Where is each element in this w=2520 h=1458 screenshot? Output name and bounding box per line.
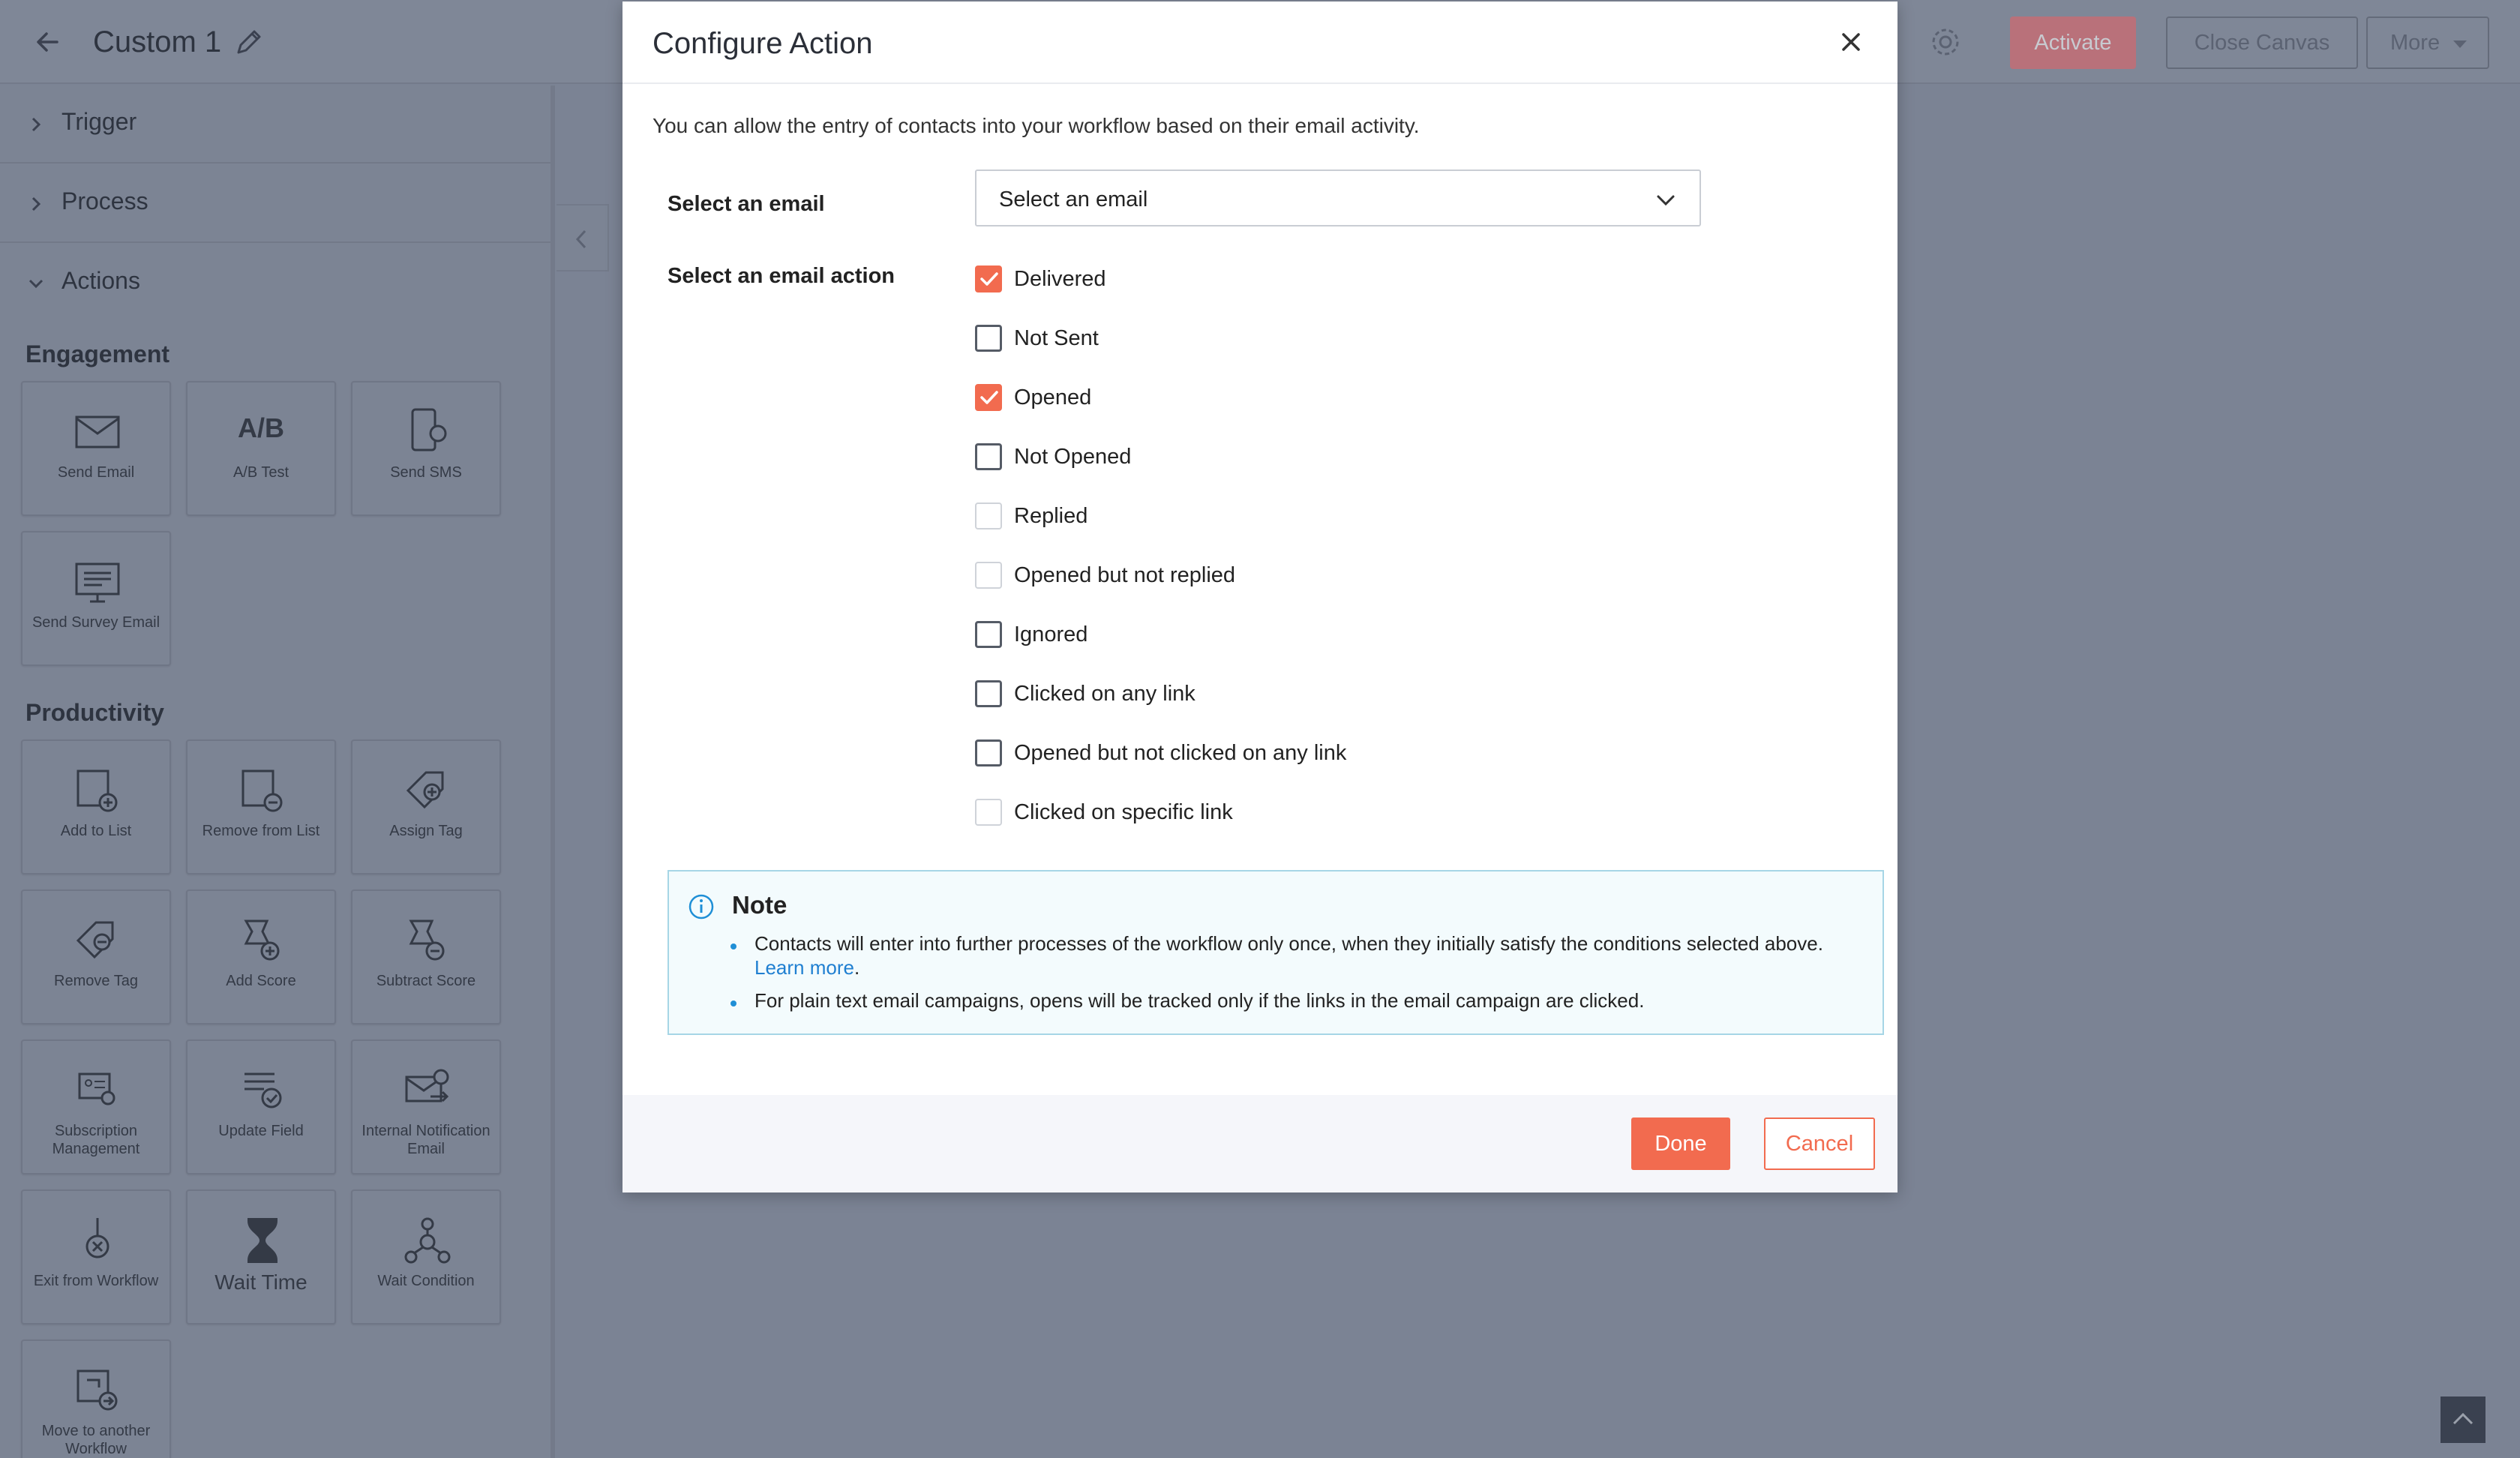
scroll-to-top-button[interactable]	[2440, 1396, 2486, 1443]
info-icon	[687, 892, 716, 921]
add-list-icon	[70, 764, 124, 818]
tile-remove-from-list[interactable]	[186, 740, 336, 874]
tile-subtract-score[interactable]	[351, 890, 501, 1024]
chevron-left-icon	[573, 228, 591, 250]
tile-label: Update Field	[218, 1123, 304, 1139]
update-field-icon	[236, 1064, 290, 1118]
checkbox-checked[interactable]	[975, 384, 1002, 411]
close-icon[interactable]	[1838, 28, 1864, 56]
sidebar-collapse-handle[interactable]	[556, 204, 609, 272]
done-button[interactable]: Done	[1631, 1118, 1730, 1170]
tile-label: Remove from List	[202, 823, 320, 839]
mobile-chat-icon	[400, 405, 454, 459]
actions-sidebar	[0, 86, 555, 1458]
tile-internal-notification-email[interactable]	[351, 1040, 501, 1174]
sidebar-section-trigger[interactable]	[0, 86, 550, 164]
tile-label: Assign Tag	[389, 823, 463, 839]
tile-label: A/B Test	[232, 464, 290, 481]
select-email-value: Select an email	[999, 188, 1148, 212]
move-workflow-icon	[70, 1364, 124, 1418]
tile-label: Subtract Score	[376, 973, 476, 989]
exit-workflow-icon	[70, 1214, 124, 1268]
tile-send-sms[interactable]	[351, 381, 501, 516]
dialog-title: Configure Action	[652, 27, 873, 60]
envelope-icon	[70, 405, 124, 459]
add-tag-icon	[400, 764, 454, 818]
email-action-option-label: Opened	[1014, 386, 1092, 410]
ab-test-icon: A/B	[238, 412, 284, 443]
wait-condition-icon	[400, 1214, 454, 1268]
email-action-option-label: Opened but not replied	[1014, 563, 1236, 587]
note-line-1-text: Contacts will enter into further processes of the workflow only once, when they initially satisfy the conditions selected above.	[754, 932, 1823, 955]
email-action-option-label: Clicked on any link	[1014, 682, 1196, 706]
checkbox[interactable]	[975, 325, 1002, 352]
tile-add-to-list[interactable]	[21, 740, 171, 874]
tile-wait-time[interactable]	[186, 1190, 336, 1324]
tile-subscription-management[interactable]	[21, 1040, 171, 1174]
bullet	[730, 1000, 736, 1006]
tile-label: Wait Condition	[377, 1273, 475, 1289]
chevron-right-icon	[26, 114, 46, 135]
section-label: Trigger	[62, 108, 137, 135]
tile-update-field[interactable]	[186, 1040, 336, 1174]
dialog-intro-text: You can allow the entry of contacts into your workflow based on their email activity.	[652, 114, 1420, 137]
tile-move-to-another-workflow[interactable]	[21, 1340, 171, 1458]
gear-icon[interactable]	[1928, 24, 1964, 60]
email-action-option-label: Not Opened	[1014, 445, 1132, 469]
survey-icon	[70, 555, 124, 609]
email-action-option-label: Replied	[1014, 504, 1088, 528]
chevron-down-icon	[26, 273, 46, 294]
back-arrow-icon[interactable]	[30, 24, 66, 60]
select-email-dropdown[interactable]	[975, 170, 1701, 226]
tile-label: Subscription Management	[52, 1123, 140, 1157]
tile-ab-test[interactable]	[186, 381, 336, 516]
email-action-option-label: Delivered	[1014, 267, 1106, 291]
email-action-option-label: Ignored	[1014, 622, 1088, 646]
checkbox[interactable]	[975, 562, 1002, 589]
checkmark-icon	[980, 271, 999, 287]
email-action-option-label: Not Sent	[1014, 326, 1099, 350]
note-box	[668, 870, 1884, 1035]
productivity-heading: Productivity	[26, 699, 164, 726]
tile-exit-from-workflow[interactable]	[21, 1190, 171, 1324]
checkmark-icon	[980, 389, 999, 406]
subtract-score-icon	[400, 914, 454, 968]
tile-label: Remove Tag	[54, 973, 138, 989]
checkbox[interactable]	[975, 443, 1002, 470]
checkbox[interactable]	[975, 502, 1002, 530]
section-label: Process	[62, 188, 148, 214]
cancel-button[interactable]: Cancel	[1764, 1118, 1875, 1170]
configure-action-dialog	[622, 2, 1898, 1192]
tile-label: Exit from Workflow	[33, 1273, 159, 1289]
dialog-header	[622, 2, 1898, 84]
checkbox[interactable]	[975, 621, 1002, 648]
tile-label: Move to another Workflow	[41, 1423, 151, 1457]
tile-label: Wait Time	[214, 1270, 308, 1294]
checkbox[interactable]	[975, 799, 1002, 826]
select-email-label: Select an email	[668, 192, 825, 216]
email-action-option-label: Clicked on specific link	[1014, 800, 1233, 824]
tile-wait-condition[interactable]	[351, 1190, 501, 1324]
activate-button[interactable]: Activate	[2010, 16, 2136, 69]
remove-tag-icon	[70, 914, 124, 968]
chevron-right-icon	[26, 194, 46, 214]
notification-email-icon	[400, 1064, 454, 1118]
learn-more-link[interactable]: Learn more	[754, 956, 854, 979]
remove-list-icon	[236, 764, 290, 818]
dialog-footer	[622, 1095, 1898, 1192]
checkbox[interactable]	[975, 680, 1002, 707]
note-line-2: For plain text email campaigns, opens will be tracked only if the links in the email campaign are clicked.	[754, 989, 1645, 1012]
tile-assign-tag[interactable]	[351, 740, 501, 874]
more-button-label: More	[2390, 30, 2440, 55]
workflow-title: Custom 1	[93, 26, 222, 58]
tile-send-email[interactable]	[21, 381, 171, 516]
email-action-option-label: Opened but not clicked on any link	[1014, 741, 1347, 765]
note-title: Note	[732, 891, 788, 919]
tile-send-survey-email[interactable]	[21, 531, 171, 666]
sidebar-section-actions[interactable]	[0, 244, 550, 322]
caret-down-icon	[2453, 40, 2467, 48]
note-line-1: Contacts will enter into further processes of the workflow only once, when they initially satisfy the conditions selected above. Learn more.	[754, 932, 1823, 979]
section-label: Actions	[62, 267, 140, 294]
checkbox-checked[interactable]	[975, 266, 1002, 292]
email-action-label: Select an email action	[668, 264, 896, 288]
chevron-down-icon	[1654, 189, 1677, 212]
tile-label: Internal Notification Email	[362, 1123, 490, 1157]
tile-label: Send SMS	[390, 464, 462, 481]
chevron-up-icon	[2440, 1396, 2486, 1443]
sidebar-section-process[interactable]	[0, 165, 550, 243]
tile-label: Add Score	[226, 973, 296, 989]
checkbox[interactable]	[975, 740, 1002, 766]
more-button[interactable]	[2366, 16, 2489, 69]
close-canvas-button[interactable]: Close Canvas	[2166, 16, 2358, 69]
tile-label: Add to List	[60, 823, 132, 839]
edit-pencil-icon[interactable]	[231, 24, 267, 60]
tile-label: Send Survey Email	[32, 614, 160, 631]
subscription-icon	[70, 1064, 124, 1118]
tile-remove-tag[interactable]	[21, 890, 171, 1024]
tile-add-score[interactable]	[186, 890, 336, 1024]
engagement-heading: Engagement	[26, 340, 170, 368]
add-score-icon	[236, 914, 290, 968]
tile-label: Send Email	[57, 464, 135, 481]
hourglass-icon	[236, 1214, 290, 1268]
bullet	[730, 944, 736, 950]
